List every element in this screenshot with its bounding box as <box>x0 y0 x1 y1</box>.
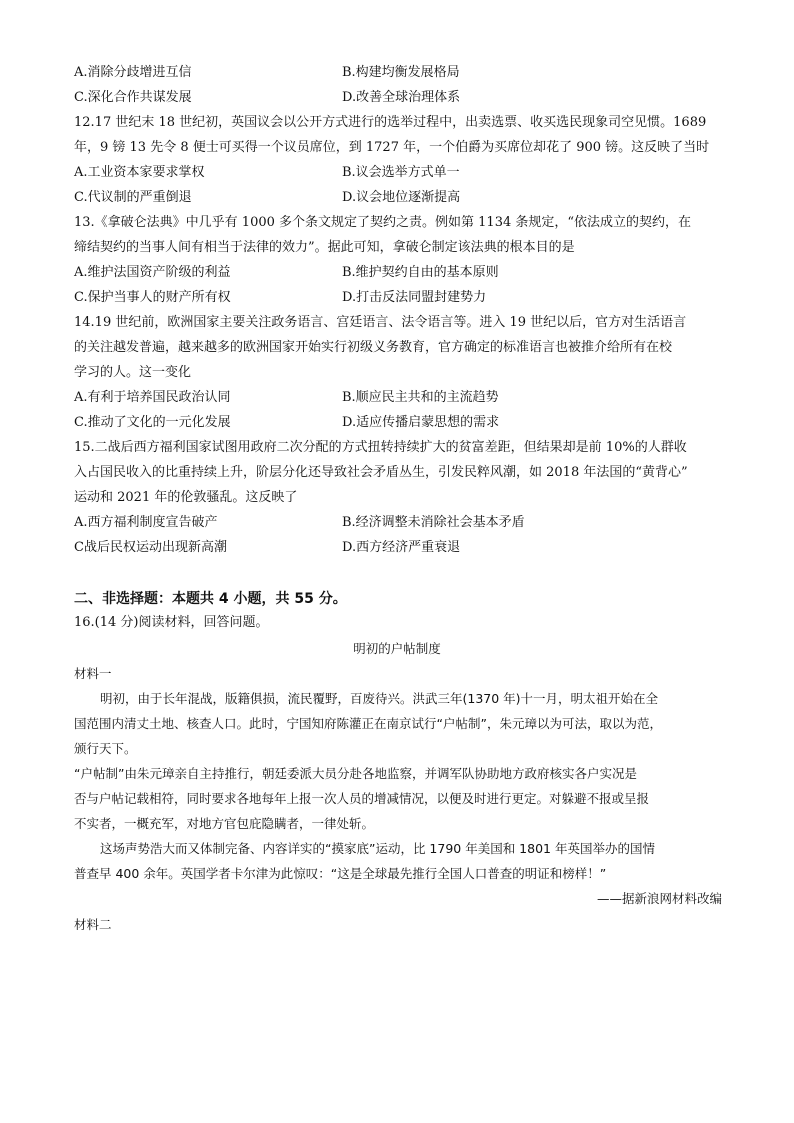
q13-stem-line-1: 13.《拿破仑法典》中几乎有 1000 多个条文规定了契约之责。例如第 1134 条规定，“依法成立的契约，在 <box>74 215 692 230</box>
q15-option-a: A.西方福利制度宣告破产 <box>74 515 218 530</box>
material-1-para-1-line-1: 明初，由于长年混战，版籍俱损，流民覆野，百废待兴。洪武三年(1370 年)十一月，明太祖开始在全 <box>100 691 659 706</box>
q12-option-a: A.工业资本家要求掌权 <box>74 165 205 180</box>
material-1-para-3-line-2: 普查早 400 余年。英国学者卡尔津为此惊叹：“这是全球最先推行全国人口普查的明证和榜样！” <box>74 866 607 881</box>
q15-option-b: B.经济调整未消除社会基本矛盾 <box>342 515 525 530</box>
q11-option-c: C.深化合作共谋发展 <box>74 90 192 105</box>
q13-option-a: A.维护法国资产阶级的利益 <box>74 265 231 280</box>
q13-option-c: C.保护当事人的财产所有权 <box>74 290 231 305</box>
material-1-para-2-line-2: 否与户帖记载相符，同时要求各地每年上报一次人员的增减情况，以便及时进行更定。对躲避不报或呈报 <box>74 791 650 806</box>
q12-option-d: D.议会地位逐渐提高 <box>342 190 461 205</box>
q15-option-d: D.西方经济严重衰退 <box>342 540 461 555</box>
q14-option-c: C.推动了文化的一元化发展 <box>74 415 231 430</box>
q12-option-b: B.议会选举方式单一 <box>342 165 460 180</box>
q16-intro: 16.(14 分)阅读材料，回答问题。 <box>74 615 269 630</box>
q13-stem-line-2: 缔结契约的当事人间有相当于法律的效力”。据此可知，拿破仑制定该法典的根本目的是 <box>74 240 575 255</box>
section-2-heading: 二、非选择题：本题共 4 小题，共 55 分。 <box>74 591 347 607</box>
q13-option-b: B.维护契约自由的基本原则 <box>342 265 499 280</box>
q11-option-b: B.构建均衡发展格局 <box>342 65 460 80</box>
q13-option-d: D.打击反法同盟封建势力 <box>342 290 487 305</box>
q15-stem-line-2: 入占国民收入的比重持续上升，阶层分化还导致社会矛盾丛生，引发民粹风潮，如 2018 年法国的“黄背心” <box>74 465 688 480</box>
material-1-para-2-line-3: 不实者，一概充军，对地方官包庇隐瞒者，一律处斩。 <box>74 816 375 831</box>
material-title: 明初的户帖制度 <box>353 641 441 656</box>
q14-stem-line-2: 的关注越发普遍，越来越多的欧洲国家开始实行初级义务教育，官方确定的标准语言也被推介给所有在校 <box>74 340 673 355</box>
q14-option-d: D.适应传播启蒙思想的需求 <box>342 415 500 430</box>
material-2-label: 材料二 <box>74 917 112 932</box>
q11-option-a: A.消除分歧增进互信 <box>74 65 192 80</box>
material-1-para-1-line-3: 颁行天下。 <box>74 741 137 756</box>
material-1-para-2-line-1: “户帖制”由朱元璋亲自主持推行，朝廷委派大员分赴各地监察，并调军队协助地方政府核实各户实况是 <box>74 766 637 781</box>
q14-stem-line-1: 14.19 世纪前，欧洲国家主要关注政务语言、宫廷语言、法令语言等。进入 19 世纪以后，官方对生活语言 <box>74 315 687 330</box>
material-1-para-3-line-1: 这场声势浩大而又体制完备、内容详实的“摸家底”运动，比 1790 年美国和 1801 年英国举办的国情 <box>100 841 655 856</box>
q14-option-a: A.有利于培养国民政治认同 <box>74 390 231 405</box>
q15-stem-line-1: 15.二战后西方福利国家试图用政府二次分配的方式扭转持续扩大的贫富差距，但结果却是前 10%的人群收 <box>74 440 687 455</box>
q14-option-b: B.顺应民主共和的主流趋势 <box>342 390 499 405</box>
q15-option-c: C战后民权运动出现新高潮 <box>74 540 227 555</box>
material-1-label: 材料一 <box>74 666 112 681</box>
material-1-para-1-line-2: 国范围内清丈土地、核查人口。此时，宁国知府陈灌正在南京试行“户帖制”，朱元璋以为可法，取以为范， <box>74 716 662 731</box>
q12-stem-line-2: 年，9 镑 13 先令 8 便士可买得一个议员席位，到 1727 年，一个伯爵为买席位却花了 900 镑。这反映了当时 <box>74 140 710 155</box>
q15-stem-line-3: 运动和 2021 年的伦敦骚乱。这反映了 <box>74 490 298 505</box>
q12-stem-line-1: 12.17 世纪末 18 世纪初，英国议会以公开方式进行的选举过程中，出卖选票、收买选民现象司空见惯。1689 <box>74 115 707 130</box>
q12-option-c: C.代议制的严重倒退 <box>74 190 192 205</box>
q11-option-d: D.改善全球治理体系 <box>342 90 461 105</box>
material-source: ——据新浪网材料改编 <box>596 891 722 906</box>
q14-stem-line-3: 学习的人。这一变化 <box>74 365 192 380</box>
